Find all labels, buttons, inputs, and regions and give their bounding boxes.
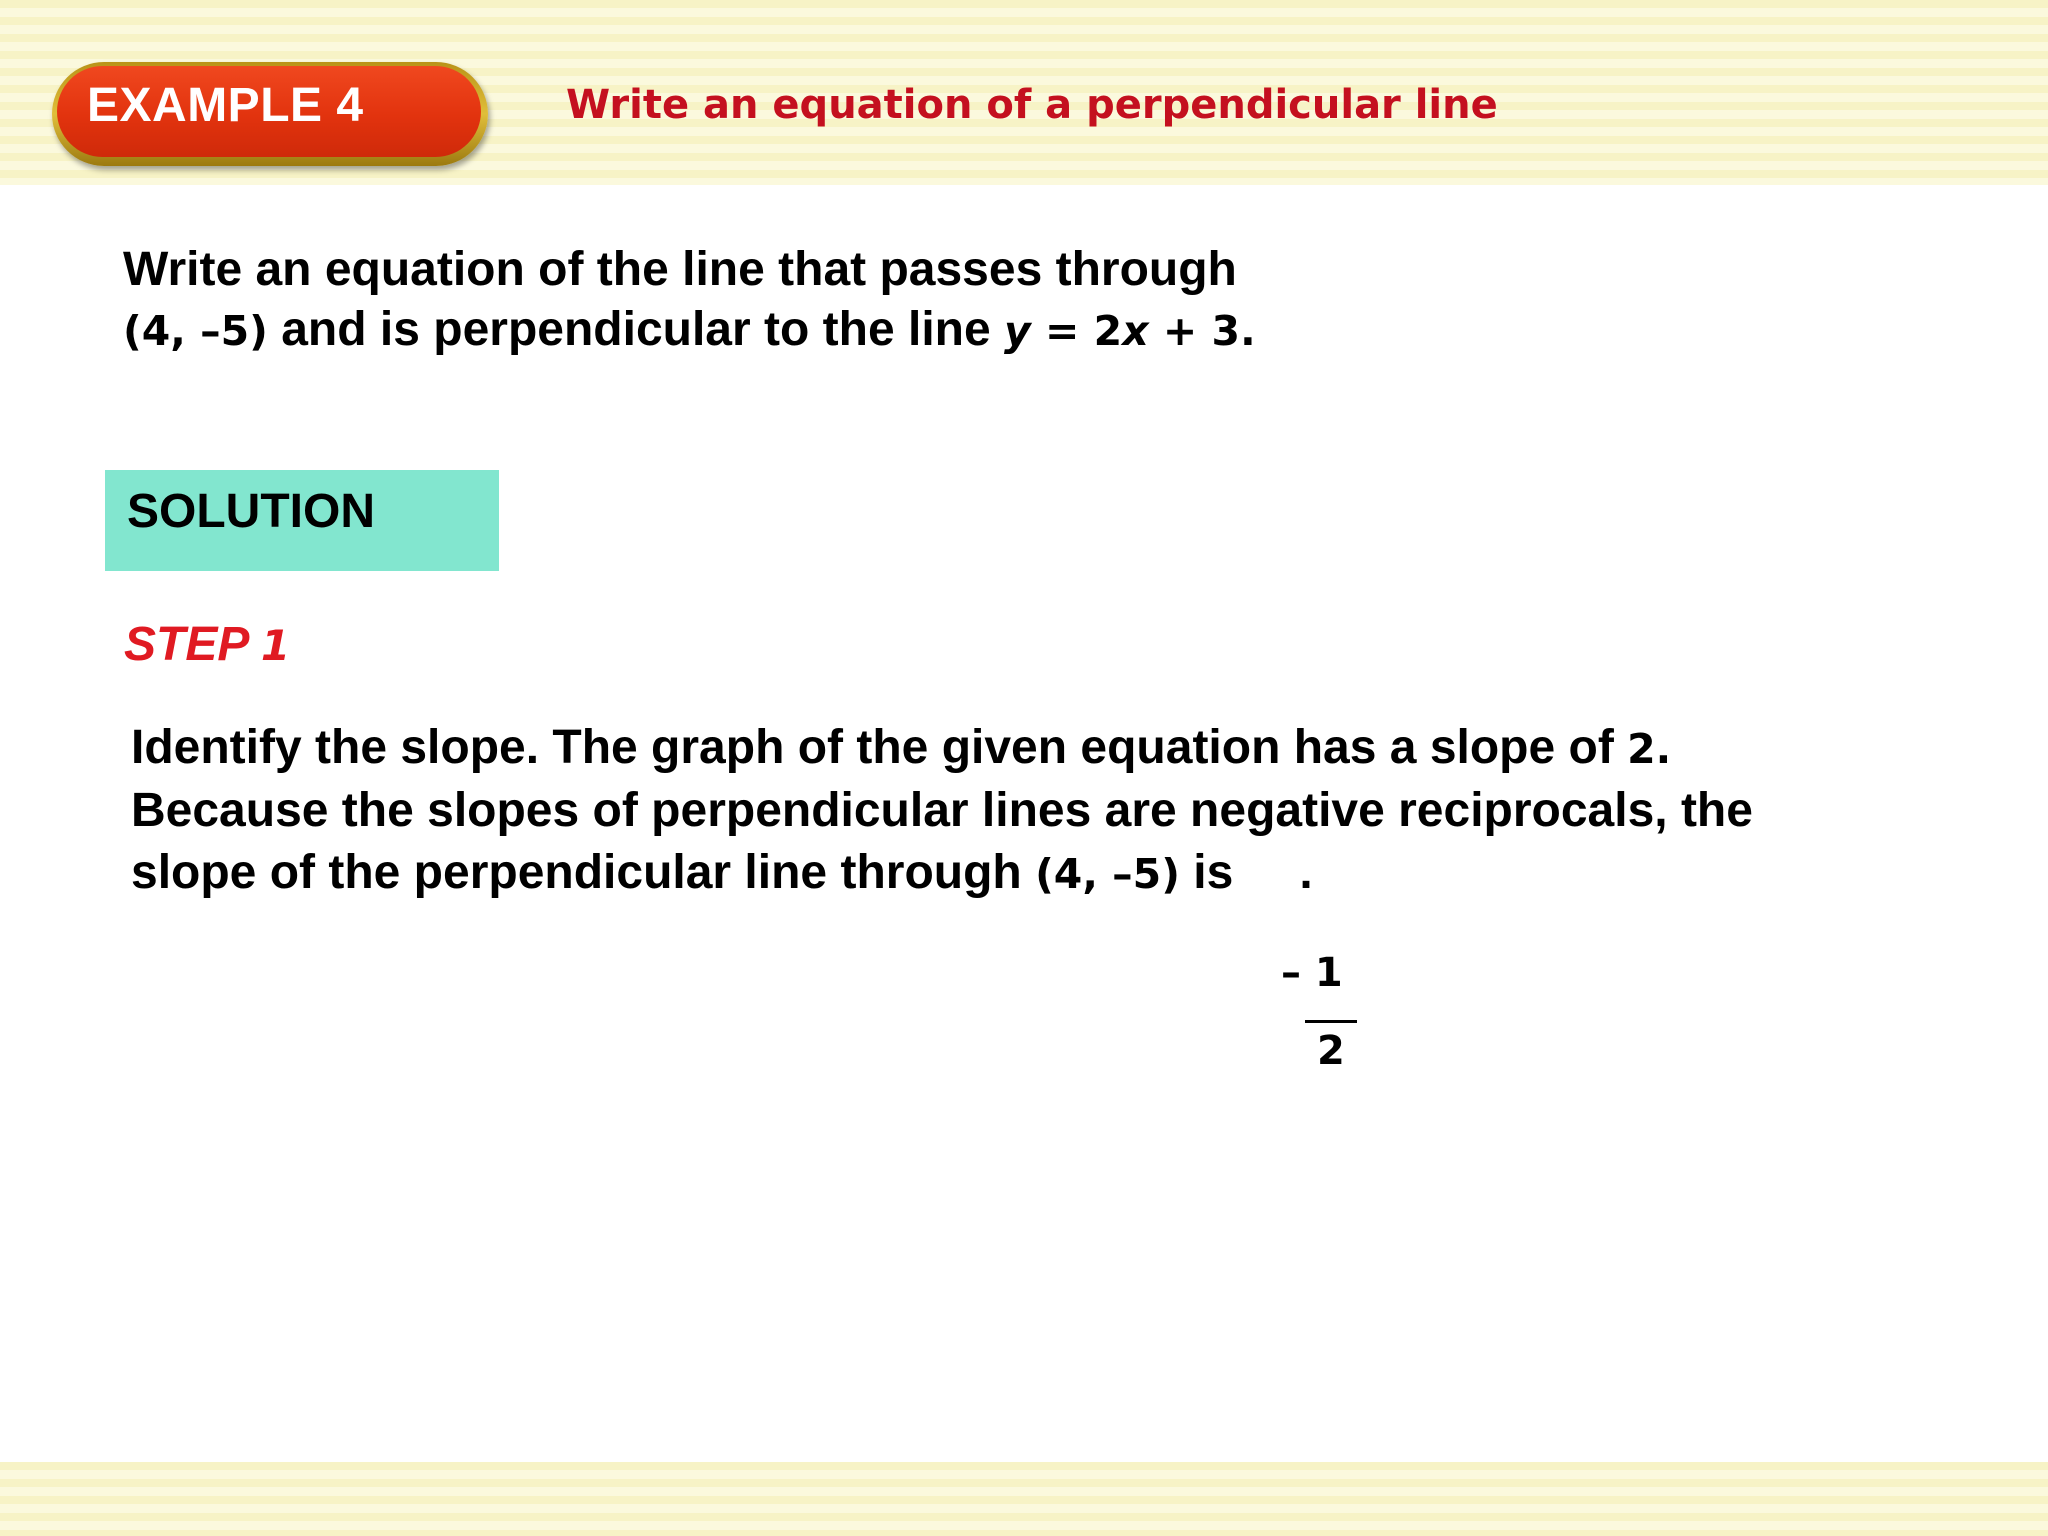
step-line-3-text: slope of the perpendicular line through [131, 846, 1036, 899]
problem-line-2-text: and is perpendicular to the line [267, 303, 1005, 356]
fraction-bar [1305, 1020, 1357, 1023]
step-line-3-period: . [1299, 846, 1313, 899]
step-1-heading [124, 617, 290, 672]
problem-line-1: Write an equation of the line that passes through [123, 243, 1237, 296]
problem-point: (4, –5) [123, 307, 268, 355]
example-badge-label: EXAMPLE 4 [87, 79, 364, 132]
step-line-3 [131, 842, 1753, 905]
problem-statement [123, 240, 1256, 361]
step-point: (4, –5) [1035, 850, 1180, 898]
fraction-denominator: 2 [1317, 1028, 1345, 1074]
step-heading-number: 1 [260, 621, 291, 670]
problem-line-2 [123, 300, 1256, 361]
problem-equation [1004, 307, 1256, 355]
equation-tail: + 3. [1148, 307, 1256, 355]
equation-equals: = 2 [1030, 307, 1123, 355]
step-heading-text: STEP [124, 618, 261, 671]
example-badge [52, 62, 488, 166]
step-line-1 [131, 717, 1753, 780]
solution-banner [105, 470, 499, 571]
step-line-3-tail: is [1179, 846, 1234, 899]
step-1-body [131, 717, 1753, 905]
var-x: x [1122, 307, 1149, 355]
example-badge-fill [57, 66, 481, 157]
var-y: y [1004, 307, 1031, 355]
given-slope-value: 2. [1627, 725, 1672, 773]
solution-label: SOLUTION [127, 485, 375, 538]
step-line-2: Because the slopes of perpendicular lines are negative reciprocals, the [131, 784, 1753, 837]
footer-band [0, 1462, 2048, 1536]
step-line-1-text: Identify the slope. The graph of the given equation has a slope of [131, 721, 1628, 774]
fraction-numerator: – 1 [1281, 950, 1343, 996]
slide-title: Write an equation of a perpendicular line [566, 82, 1498, 128]
